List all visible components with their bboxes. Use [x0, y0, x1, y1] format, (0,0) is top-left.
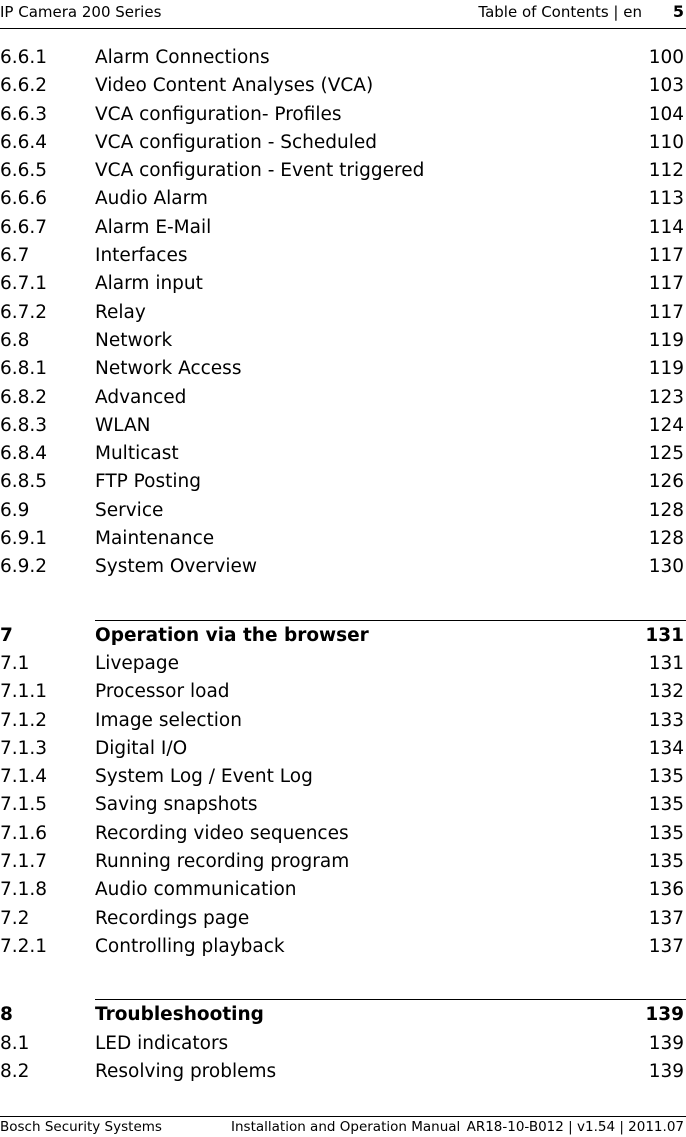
- toc-entry-number: 6.7.1: [0, 273, 48, 295]
- toc-entry-number: 8: [0, 1004, 13, 1026]
- toc-entry-number: 8.2: [0, 1060, 30, 1082]
- toc-entry-number: 6.9.2: [0, 556, 48, 578]
- toc-entry-title: LED indicators: [95, 1032, 229, 1054]
- toc-entry-page: 117: [648, 301, 684, 323]
- toc-entry[interactable]: [0, 242, 686, 270]
- toc-entry-page: 137: [648, 935, 684, 957]
- toc-entry[interactable]: [0, 525, 686, 553]
- toc-entry-title: Livepage: [95, 652, 179, 674]
- toc-entry-number: 7.1.2: [0, 709, 48, 731]
- toc-entry-number: 6.7: [0, 245, 30, 267]
- toc-group-7: [0, 650, 686, 961]
- toc-entry-page: 103: [648, 75, 684, 97]
- toc-entry-title: System Overview: [95, 556, 257, 578]
- toc-entry-page: 123: [648, 386, 684, 408]
- toc-entry-page: 114: [648, 216, 684, 238]
- toc-entry-number: 6.6.2: [0, 75, 48, 97]
- toc-entry-title: Recordings page: [95, 907, 250, 929]
- toc-entry-title: Saving snapshots: [95, 794, 258, 816]
- toc-entry[interactable]: [0, 101, 686, 129]
- toc-entry-page: 112: [648, 160, 684, 182]
- toc-entry-number: 6.6.1: [0, 47, 48, 68]
- toc-entry-title: Image selection: [95, 709, 242, 731]
- toc-entry-page: 130: [648, 556, 684, 578]
- toc-entry-title: Troubleshooting: [95, 1004, 264, 1026]
- toc-entry-number: 6.9: [0, 499, 30, 521]
- toc-entry-title: Audio Alarm: [95, 188, 208, 210]
- toc-entry-number: 6.8.2: [0, 386, 48, 408]
- toc-entry-page: 126: [648, 471, 684, 493]
- footer-company: Bosch Security Systems: [0, 1119, 162, 1135]
- toc-entry-page: 104: [648, 103, 684, 125]
- toc-entry[interactable]: [0, 440, 686, 468]
- toc-entry-title: WLAN: [95, 414, 151, 436]
- toc-entry[interactable]: [0, 129, 686, 157]
- toc-entry-title: Processor load: [95, 681, 230, 703]
- toc-chapter-8[interactable]: [0, 1001, 686, 1029]
- toc-entry-title: Video Content Analyses (VCA): [95, 75, 374, 97]
- toc-entry-title: VCA configuration - Event triggered: [95, 160, 425, 182]
- toc-entry-number: 6.6.6: [0, 188, 48, 210]
- toc-entry-number: 7.1.1: [0, 681, 48, 703]
- toc-entry-title: VCA configuration - Scheduled: [95, 131, 378, 153]
- toc-entry-title: Alarm Connections: [95, 47, 270, 68]
- document-title: IP Camera 200 Series: [0, 3, 162, 21]
- toc-entry[interactable]: [0, 44, 686, 72]
- page-footer: [0, 1116, 686, 1137]
- toc-entry-page: 113: [648, 188, 684, 210]
- toc-entry-title: Audio communication: [95, 879, 297, 901]
- toc-entry-number: 7.1.8: [0, 879, 48, 901]
- toc-entry-number: 7.1.6: [0, 822, 48, 844]
- toc-entry[interactable]: [0, 327, 686, 355]
- toc-entry-title: Relay: [95, 301, 146, 323]
- toc-entry-number: 7.1.5: [0, 794, 48, 816]
- toc-entry-page: 128: [648, 528, 684, 550]
- toc-entry-number: 6.8.4: [0, 443, 48, 465]
- toc-entry-title: Multicast: [95, 443, 179, 465]
- toc-entry-number: 6.8: [0, 329, 30, 351]
- toc-entry-title: Service: [95, 499, 164, 521]
- toc-entry-page: 135: [648, 851, 684, 873]
- toc-entry-title: Controlling playback: [95, 935, 285, 957]
- footer-version: AR18-10-B012 | v1.54 | 2011.07: [466, 1119, 684, 1135]
- toc-entry-page: 110: [648, 131, 684, 153]
- toc-entry[interactable]: [0, 72, 686, 100]
- toc-entry[interactable]: [0, 848, 686, 876]
- toc-entry-page: 135: [648, 766, 684, 788]
- toc-entry-page: 131: [648, 652, 684, 674]
- toc-group-8: [0, 1030, 686, 1087]
- toc-entry[interactable]: [0, 214, 686, 242]
- toc-entry-number: 6.6.3: [0, 103, 48, 125]
- toc-entry-page: 139: [645, 1004, 684, 1026]
- toc-entry[interactable]: [0, 355, 686, 383]
- table-of-contents: [0, 44, 686, 1086]
- toc-entry[interactable]: [0, 384, 686, 412]
- toc-entry[interactable]: [0, 497, 686, 525]
- toc-entry-page: 125: [648, 443, 684, 465]
- toc-entry[interactable]: [0, 791, 686, 819]
- toc-entry-number: 7.1.4: [0, 766, 48, 788]
- toc-entry-number: 7.1: [0, 652, 30, 674]
- toc-entry-page: 133: [648, 709, 684, 731]
- toc-entry[interactable]: [0, 678, 686, 706]
- toc-entry-page: 100: [648, 47, 684, 68]
- toc-entry-page: 135: [648, 794, 684, 816]
- toc-entry-title: Recording video sequences: [95, 822, 349, 844]
- toc-entry-page: 131: [645, 624, 684, 646]
- toc-entry[interactable]: [0, 876, 686, 904]
- toc-entry-title: Advanced: [95, 386, 187, 408]
- toc-entry-title: Interfaces: [95, 245, 188, 267]
- footer-document: Installation and Operation Manual: [231, 1119, 461, 1135]
- toc-entry-title: VCA configuration- Profiles: [95, 103, 342, 125]
- toc-entry[interactable]: [0, 185, 686, 213]
- toc-entry[interactable]: [0, 468, 686, 496]
- toc-entry-number: 7.2: [0, 907, 30, 929]
- toc-entry-page: 135: [648, 822, 684, 844]
- toc-entry[interactable]: [0, 707, 686, 735]
- toc-entry-number: 6.8.3: [0, 414, 48, 436]
- section-label: Table of Contents | en: [478, 3, 642, 21]
- toc-entry[interactable]: [0, 1030, 686, 1058]
- toc-entry[interactable]: [0, 763, 686, 791]
- toc-entry-title: Network: [95, 329, 173, 351]
- toc-entry-number: 6.6.7: [0, 216, 48, 238]
- toc-entry-number: 7: [0, 624, 13, 646]
- toc-entry-page: 137: [648, 907, 684, 929]
- toc-entry-title: System Log / Event Log: [95, 766, 313, 788]
- toc-entry-number: 6.8.1: [0, 358, 48, 380]
- toc-entry[interactable]: [0, 270, 686, 298]
- toc-entry-number: 6.8.5: [0, 471, 48, 493]
- toc-entry[interactable]: [0, 650, 686, 678]
- toc-entry[interactable]: [0, 735, 686, 763]
- toc-entry[interactable]: [0, 299, 686, 327]
- toc-entry-page: 117: [648, 273, 684, 295]
- toc-entry-number: 6.6.5: [0, 160, 48, 182]
- toc-entry[interactable]: [0, 412, 686, 440]
- toc-entry-number: 6.7.2: [0, 301, 48, 323]
- page-header: [0, 0, 686, 29]
- toc-entry-number: 7.1.7: [0, 851, 48, 873]
- toc-entry-title: Maintenance: [95, 528, 215, 550]
- toc-entry-page: 128: [648, 499, 684, 521]
- toc-entry-page: 119: [648, 358, 684, 380]
- toc-entry-page: 119: [648, 329, 684, 351]
- toc-entry-title: FTP Posting: [95, 471, 201, 493]
- toc-entry-number: 6.6.4: [0, 131, 48, 153]
- toc-entry[interactable]: [0, 1058, 686, 1086]
- toc-entry-title: Alarm input: [95, 273, 203, 295]
- toc-entry[interactable]: [0, 553, 686, 581]
- toc-entry-page: 139: [648, 1032, 684, 1054]
- page-number: 5: [672, 2, 684, 21]
- toc-entry-title: Operation via the browser: [95, 624, 369, 646]
- toc-entry-title: Resolving problems: [95, 1060, 277, 1082]
- toc-entry-number: 7.2.1: [0, 935, 48, 957]
- toc-entry[interactable]: [0, 820, 686, 848]
- toc-chapter-7[interactable]: [0, 622, 686, 650]
- toc-entry-number: 8.1: [0, 1032, 30, 1054]
- toc-entry-title: Network Access: [95, 358, 242, 380]
- toc-entry-page: 117: [648, 245, 684, 267]
- toc-entry[interactable]: [0, 933, 686, 961]
- toc-entry-page: 136: [648, 879, 684, 901]
- toc-entry[interactable]: [0, 157, 686, 185]
- toc-entry[interactable]: [0, 905, 686, 933]
- toc-entry-page: 134: [648, 737, 684, 759]
- toc-entry-number: 6.9.1: [0, 528, 48, 550]
- toc-entry-page: 124: [648, 414, 684, 436]
- toc-entry-title: Running recording program: [95, 851, 350, 873]
- toc-entry-title: Alarm E-Mail: [95, 216, 212, 238]
- toc-entry-page: 139: [648, 1060, 684, 1082]
- toc-entry-title: Digital I/O: [95, 737, 188, 759]
- toc-entry-number: 7.1.3: [0, 737, 48, 759]
- toc-entry-page: 132: [648, 681, 684, 703]
- toc-group-6: [0, 44, 686, 582]
